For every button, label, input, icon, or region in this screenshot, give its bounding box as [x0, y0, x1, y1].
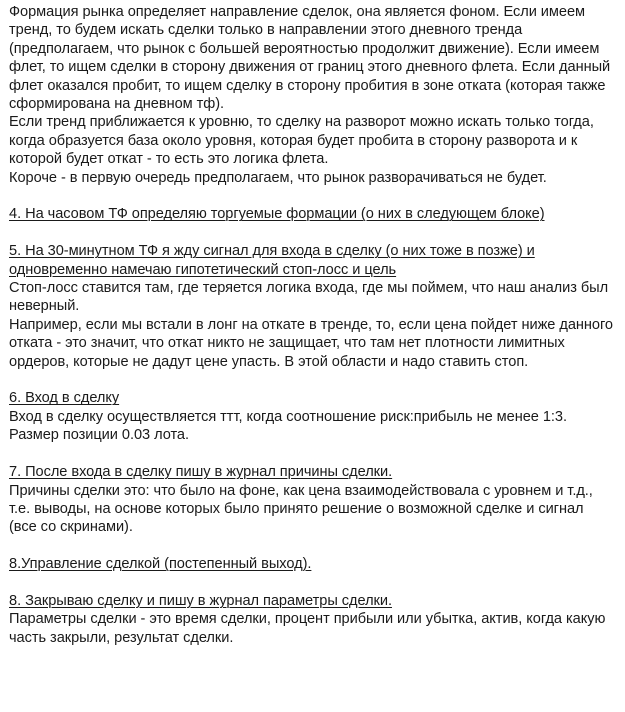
section-7-heading: 7. После входа в сделку пишу в журнал причины сделки.	[9, 464, 393, 481]
spacer	[9, 537, 615, 555]
spacer	[9, 574, 615, 592]
spacer	[9, 224, 615, 242]
section-9-paragraph-1: Параметры сделки - это время сделки, процент прибыли или убытка, актив, когда какую часть закрыли, результат сделки.	[9, 611, 606, 646]
section-5-heading: 5. На 30-минутном ТФ я жду сигнал для входа в сделку (о них тоже в позже) и одновременно намечаю гипотетический стоп-лосс и цель	[9, 243, 535, 278]
section-7-paragraph-1: Причины сделки это: что было на фоне, как цена взаимодействовала с уровнем и т.д., т.е. выводы, на основе которых было принято решение о возможной сделке и сигнал (все со скринами).	[9, 482, 593, 536]
spacer	[9, 445, 615, 463]
spacer	[9, 187, 615, 205]
intro-paragraph-3: Короче - в первую очередь предполагаем, что рынок разворачиваться не будет.	[9, 169, 547, 186]
section-5-paragraph-1: Стоп-лосс ставится там, где теряется логика входа, где мы поймем, что наш анализ был неверный.	[9, 280, 609, 315]
section-4-heading: 4. На часовом ТФ определяю торгуемые формации (о них в следующем блоке)	[9, 206, 545, 223]
section-9-heading: 8. Закрываю сделку и пишу в журнал параметры сделки.	[9, 592, 392, 609]
section-8-heading: 8.Управление сделкой (постепенный выход).	[9, 556, 312, 573]
section-6-heading: 6. Вход в сделку	[9, 390, 120, 407]
spacer	[9, 371, 615, 389]
intro-paragraph-1: Формация рынка определяет направление сделок, она является фоном. Если имеем тренд, то будем искать сделки только в направлении этого дневного тренда (предполагаем, что рынок с большей вероятностью продолжит движение). Если имеем флет, то ищем сделки в сторону движения от границ этого дневного флета. Если данный флет оказался пробит, то ищем сделку в сторону пробития в зоне отката (которая также сформирована на дневном тф).	[9, 4, 611, 113]
section-5-paragraph-2: Например, если мы встали в лонг на откате в тренде, то, если цена пойдет ниже данного отката - это значит, что откат никто не защищает, что там нет плотности лимитных ордеров, которые не дадут цене упасть. В этой области и надо ставить стоп.	[9, 316, 613, 370]
section-6-paragraph-1: Вход в сделку осуществляется ттт, когда соотношение риск:прибыль не менее 1:3. Размер позиции 0.03 лота.	[9, 408, 567, 444]
intro-paragraph-2: Если тренд приближается к уровню, то сделку на разворот можно искать только тогда, когда образуется база около уровня, которая будет пробита в сторону разворота и к которой будет откат - то есть это логика флета.	[9, 114, 594, 168]
